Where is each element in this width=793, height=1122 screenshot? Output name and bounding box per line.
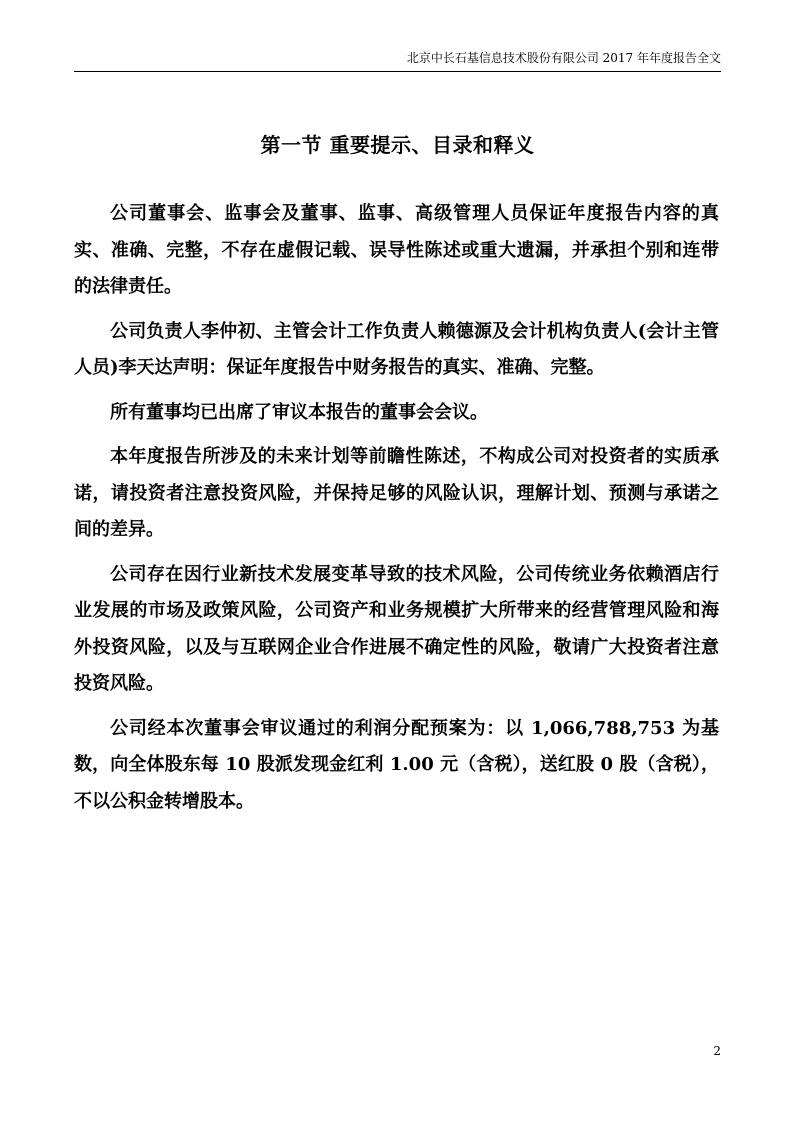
paragraph-risk-warning: 公司存在因行业新技术发展变革导致的技术风险，公司传统业务依赖酒店行业发展的市场及政策风险，公司资产和业务规模扩大所带来的经营管理风险和海外投资风险，以及与互联网企业合作进展不确定性的风险，敬请广大投资者注意投资风险。 <box>74 563 719 694</box>
paragraph-financial-report-declaration: 公司负责人李仲初、主管会计工作负责人赖德源及会计机构负责人(会计主管人员)李天达声明：保证年度报告中财务报告的真实、准确、完整。 <box>74 320 719 378</box>
paragraph-board-attendance: 所有董事均已出席了审议本报告的董事会会议。 <box>110 401 488 423</box>
running-header: 北京中长石基信息技术股份有限公司 2017 年年度报告全文 <box>406 51 721 65</box>
header-divider <box>74 71 721 72</box>
paragraph-responsibility-statement: 公司董事会、监事会及董事、监事、高级管理人员保证年度报告内容的真实、准确、完整，不存在虚假记载、误导性陈述或重大遗漏，并承担个别和连带的法律责任。 <box>74 203 719 297</box>
paragraph-profit-distribution: 公司经本次董事会审议通过的利润分配预案为：以 1,066,788,753 为基数，向全体股东每 10 股派发现金红利 1.00 元（含税），送红股 0 股（含税），不以公积金转增股本。 <box>74 717 719 812</box>
page-number: 2 <box>713 1044 721 1058</box>
paragraph-forward-looking-statement: 本年度报告所涉及的未来计划等前瞻性陈述，不构成公司对投资者的实质承诺，请投资者注意投资风险，并保持足够的风险认识，理解计划、预测与承诺之间的差异。 <box>74 446 719 540</box>
document-body <box>74 196 719 828</box>
section-title: 第一节 重要提示、目录和释义 <box>260 133 535 157</box>
